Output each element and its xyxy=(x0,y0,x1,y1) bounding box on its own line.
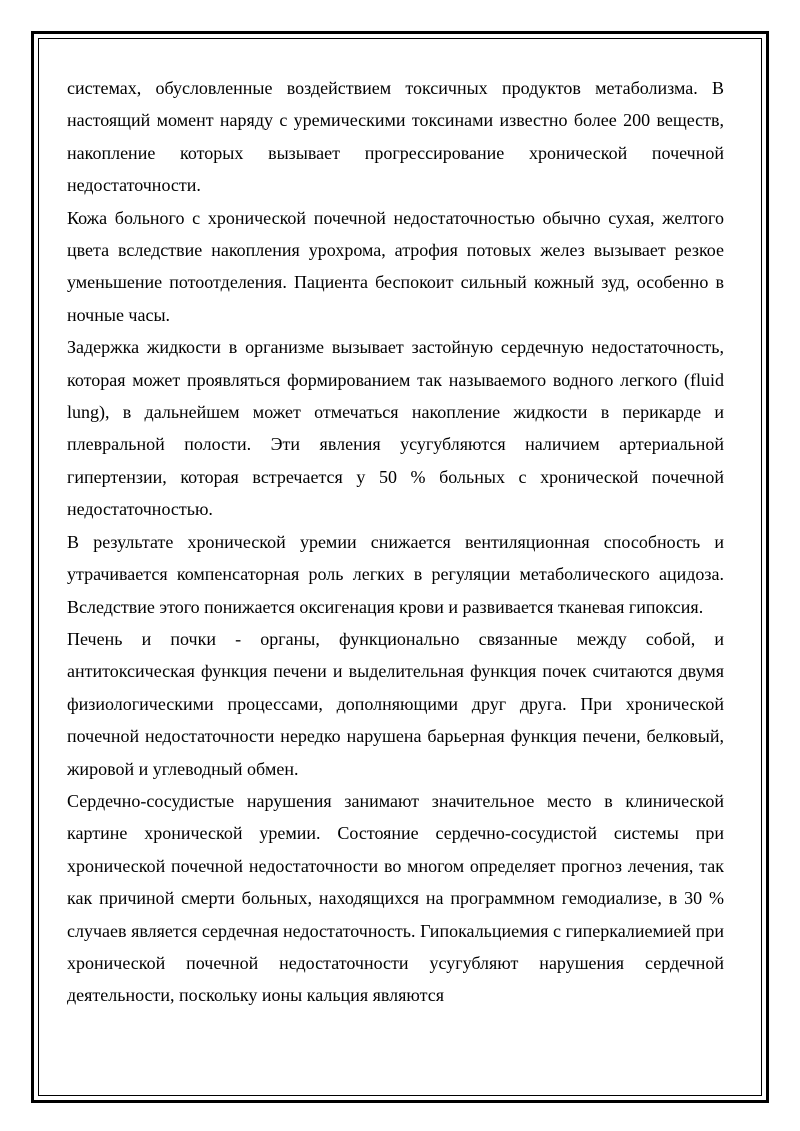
paragraph: В результате хронической уремии снижается вентиляционная способность и утрачивается компенсаторная роль легких в регуляции метаболического ацидоза. Вследствие этого понижается оксигенация крови и развивается тканевая гипоксия. xyxy=(67,531,724,617)
document-body xyxy=(67,72,724,1012)
paragraph: Задержка жидкости в организме вызывает застойную сердечную недостаточность, которая может проявляться формированием так называемого водного легкого (fluid lung), в дальнейшем может отмечаться накопление жидкости в перикарде и плевральной полости. Эти явления усугубляются наличием артериальной гипертензии, которая встречается у 50 % больных с хронической почечной недостаточностью. xyxy=(67,337,724,520)
paragraph: Сердечно-сосудистые нарушения занимают значительное место в клинической картине хронической уремии. Состояние сердечно-сосудистой системы при хронической почечной недостаточности во многом определяет прогноз лечения, так как причиной смерти больных, находящихся на программном гемодиализе, в 30 % случаев является сердечная недостаточность. Гипокальциемия с гиперкалиемией при хронической почечной недостаточности усугубляют нарушения сердечной деятельности, поскольку ионы кальция являются xyxy=(67,790,724,1006)
paragraph: Печень и почки - органы, функционально связанные между собой, и антитоксическая функция печени и выделительная функция почек считаются двумя физиологическими процессами, дополняющими друг друга. При хронической почечной недостаточности нередко нарушена барьерная функция печени, белковый, жировой и углеводный обмен. xyxy=(67,628,724,779)
paragraph: Кожа больного с хронической почечной недостаточностью обычно сухая, желтого цвета вследствие накопления урохрома, атрофия потовых желез вызывает резкое уменьшение потоотделения. Пациента беспокоит сильный кожный зуд, особенно в ночные часы. xyxy=(67,207,724,325)
paragraph: системах, обусловленные воздействием токсичных продуктов метаболизма. В настоящий момент наряду с уремическими токсинами известно более 200 веществ, накопление которых вызывает прогрессирование хронической почечной недостаточности. xyxy=(67,78,724,196)
